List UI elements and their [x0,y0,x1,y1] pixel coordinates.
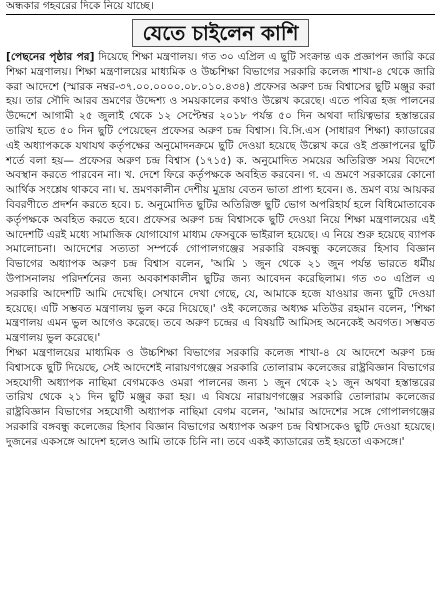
paragraph-text: দিয়েছে শিক্ষা মন্ত্রণালয়। গত ৩০ এপ্রিল এ ছুটি সংক্রান্ত এক প্রজ্ঞাপন জারি করে শিক্ষা মন্ত্রণালয়। শিক্ষা মন্ত্রণালয়ের মাধ্যমিক ও উচ্চশিক্ষা বিভাগের সরকারি কলেজ শাখা-৪ থেকে জারি করা আদেশে (স্মারক নম্বর-৩৭.০০.০০০০.০৮.০১০.৪৩৪) প্রফেসর অরুণ চন্দ্র বিশ্বাসের ছুটি মঞ্জুর করা হয়। তার সৌদি আরব ভ্রমণের উদ্দেশ্য ও সময়কালের কথাও উল্লেখ করেছে। এতে পবিত্র হজ পালনের উদ্দেশে আগামী ২৫ জুলাই থেকে ১২ সেপ্টেম্বর ২০১৮ পর্যন্ত ৫০ দিন অথবা দায়িত্বভার হস্তান্তরের তারিখ হতে ৫০ দিন ছুটি পেয়েছেন প্রফেসর অরুণ চন্দ্র বিশ্বাস। বি.সি.এস (সাধারণ শিক্ষা) ক্যাডারের এই অধ্যাপককে যথাযথ কর্তৃপক্ষের অনুমোদনক্রমে ছুটি দেওয়া হয়েছে উল্লেখ করে ওই প্রজ্ঞাপনের ছুটি শর্তে বলা হয়— প্রফেসর অরুণ চন্দ্র বিশ্বাস (১৭১৫) ক. অনুমোদিত সময়ের অতিরিক্ত সময় বিদেশে অবস্থান করতে পারবেন না। খ. দেশে ফিরে কর্তৃপক্ষকে অবহিত করবেন। গ. এ ভ্রমণে সরকারের কোনো আর্থিক সংশ্লেষ থাকবে না। ঘ. ভ্রমণকালীন দেশীয় মুদ্রায় বেতন ভাতা প্রাপ্য হবেন। ঙ. ভ্রমণ ব্যয় আয়কর বিবরণীতে প্রদর্শন করতে হবে। চ. অনুমোদিত ছুটির অতিরিক্ত ছুটি ভোগ অপরিহার্য হলে বিধিমোতাবেক কর্তৃপক্ষকে অবহিত করতে হবে। প্রফেসর অরুণ চন্দ্র বিশ্বাসকে ছুটি দেওয়া নিয়ে শিক্ষা মন্ত্রণালয়ের এই আদেশটি এরই মধ্যে সামাজিক যোগাযোগ মাধ্যম ফেসবুকে ভাইরাল হয়েছে। এ নিয়ে শুরু হয়েছে ব্যাপক সমালোচনা। আদেশের সত্যতা সম্পর্কে গোপালগঞ্জের সরকারি বঙ্গবন্ধু কলেজের হিসাব বিজ্ঞান বিভাগের অধ্যাপক অরুণ চন্দ্র বিশ্বাস বলেন, 'আমি ১ জুন থেকে ২১ জুন পর্যন্ত ভারতে ধর্মীয় উপাসনালয় পরিদর্শনের জন্য অবকাশকালীন ছুটির জন্য আবেদন করেছিলাম। গত ৩০ এপ্রিল এ সরকারি আদেশটি আমি দেখেছি। সেখানে দেখা গেছে, যে, আমাকে হজে যাওয়ার জন্য ছুটি দেওয়া হয়েছে। এটি সম্ভবত মন্ত্রণালয় ভুল করে দিয়েছে।' ওই কলেজের অধ্যক্ষ মতিউর রহমান বলেন, 'শিক্ষা মন্ত্রণালয় এমন ভুল আগেও করেছে। তবে অরুণ চন্দ্রের এ বিষয়টি আমিসহ অনেকেই অবগত। সম্ভবত মন্ত্রণালয় ভুল করেছে।' [6,51,435,345]
continuation-kicker: [পেছনের পৃষ্ঠার পর] [6,51,95,63]
article-body [6,50,435,450]
previous-article-tail: অন্ধকার গহবরের দিকে নিয়ে যাচ্ছে। [6,0,435,15]
paragraph-text: শিক্ষা মন্ত্রণালয়ের মাধ্যমিক ও উচ্চশিক্ষা বিভাগের সরকারি কলেজ শাখা-৪ যে আদেশে অরুণ চন্দ্র বিশ্বাসকে ছুটি দিয়েছে, সেই আদেশেই নারায়ণগঞ্জের সরকারি তোলারাম কলেজের রাষ্ট্রবিজ্ঞান বিভাগের সহযোগী অধ্যাপক নাছিমা বেগমকেও ওমরা পালনের জন্য ১ জুন থেকে ২১ জুন অথবা হস্তান্তরের তারিখ থেকে ২১ দিন ছুটি মঞ্জুর করা হয়। এ বিষয়ে নারায়ণগঞ্জের সরকারি তোলারাম কলেজের রাষ্ট্রবিজ্ঞান বিভাগের সহযোগী অধ্যাপক নাছিমা বেগম বলেন, 'আমার আদেশের সঙ্গে গোপালগঞ্জের সরকারি বঙ্গবন্ধু কলেজের হিসাব বিজ্ঞান বিভাগের অধ্যাপক অরুণ চন্দ্র বিশ্বাসকেও ছুটি দেওয়া হয়েছে। দুজনের একসঙ্গে আদেশ হলেও আমি তাকে চিনি না। তবে একই ক্যাডারের তই হয়তো একসঙ্গে।' [6,346,435,448]
article-paragraph [6,346,435,450]
headline-container [6,19,435,47]
article-paragraph [6,50,435,346]
headline: যেতে চাইলেন কাশি [132,19,310,47]
